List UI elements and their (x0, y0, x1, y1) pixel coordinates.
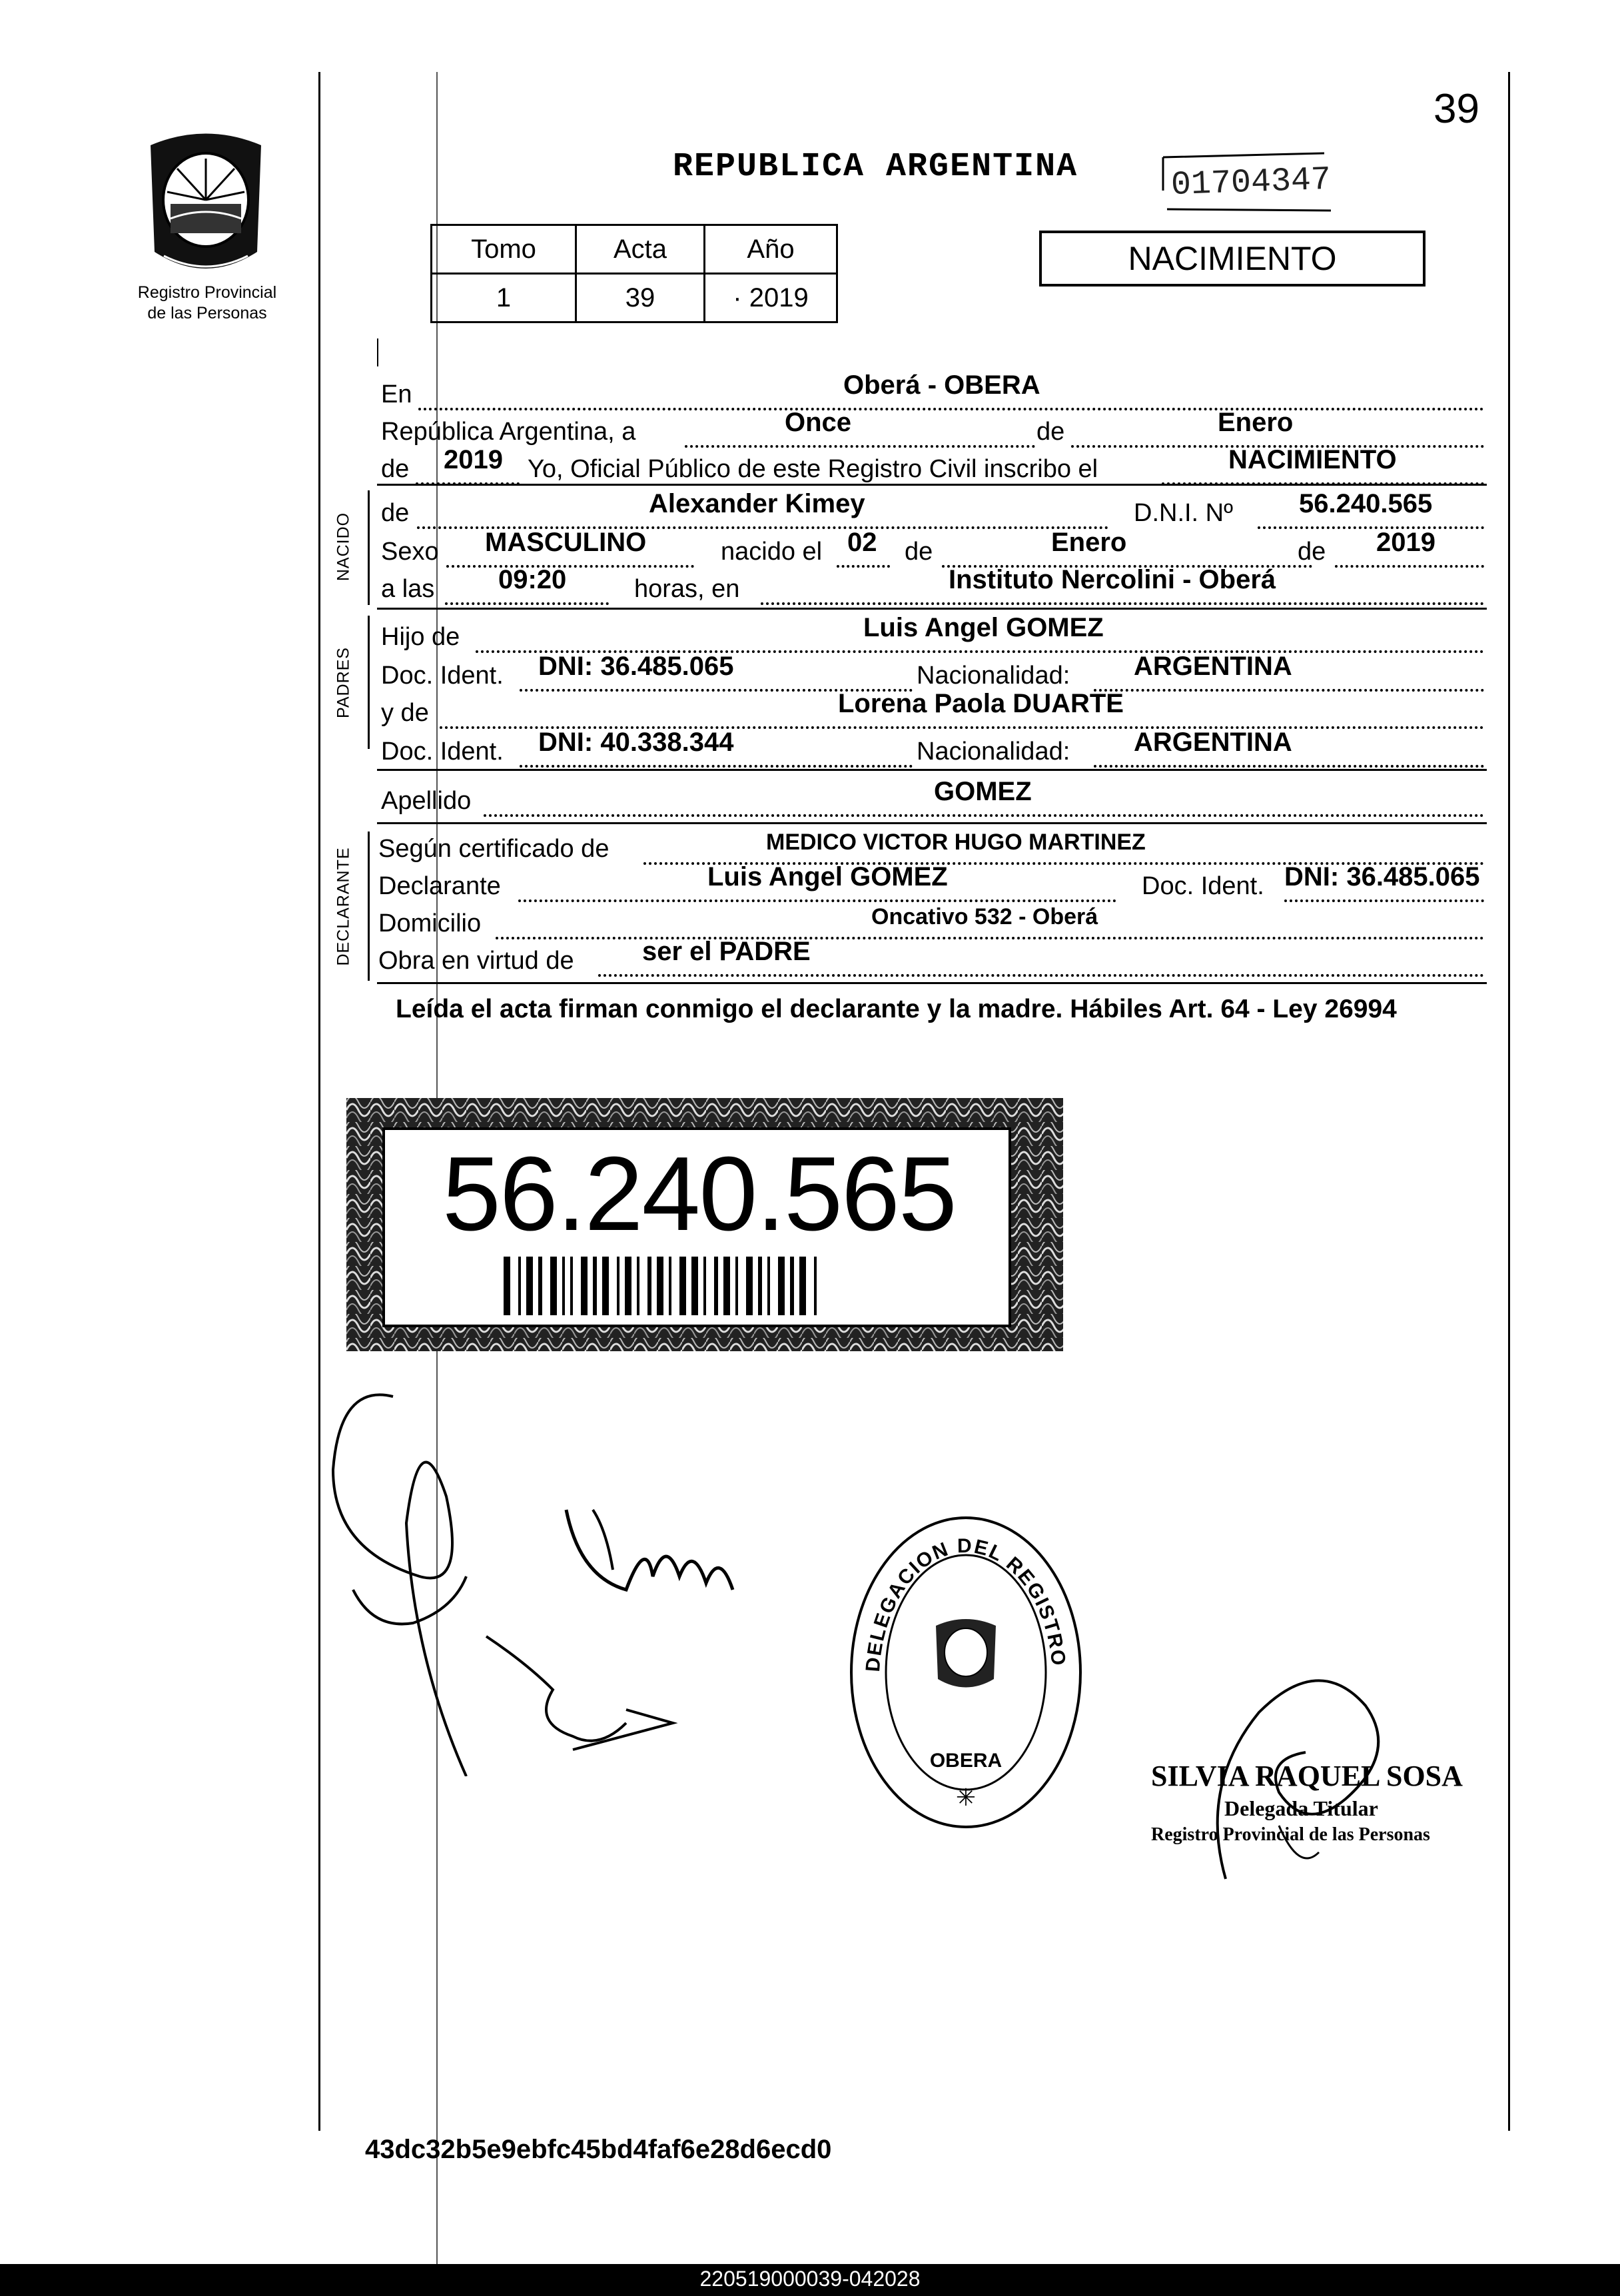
label-hijo-de: Hijo de (381, 623, 460, 651)
right-margin-line (1508, 72, 1510, 2131)
header-tomo: Tomo (432, 225, 576, 274)
section-divider (377, 822, 1487, 824)
label-de: de (381, 499, 410, 527)
barcode-bar (691, 1257, 698, 1315)
barcode-bar (799, 1257, 806, 1315)
section-divider (377, 608, 1487, 610)
value-birth-day: 02 (847, 528, 877, 557)
row-domicilio (378, 904, 1487, 939)
row-hora-lugar (378, 565, 1487, 605)
barcode-bar (593, 1257, 597, 1315)
value-sexo: MASCULINO (485, 528, 647, 557)
row-mother-doc (378, 728, 1487, 768)
label-nacionalidad: Nacionalidad: (917, 738, 1070, 766)
footer-code: 220519000039-042028 (699, 2267, 921, 2291)
row-sexo (378, 528, 1487, 568)
barcode-bar (526, 1257, 533, 1315)
value-mother-nationality: ARGENTINA (1134, 728, 1292, 757)
section-bracket-nacido (368, 490, 370, 605)
label-horas-en: horas, en (634, 575, 740, 603)
row-hijo-de (378, 613, 1487, 653)
record-table-value-row (432, 274, 837, 322)
value-child-dni: 56.240.565 (1299, 489, 1433, 518)
dotted-line (1284, 873, 1484, 902)
label-de2: de (381, 455, 410, 483)
barcode-bar (617, 1257, 619, 1315)
barcode-bar (518, 1257, 521, 1315)
barcode-bar (735, 1257, 738, 1315)
label-declarante: Declarante (378, 872, 501, 900)
barcode-bar (758, 1257, 762, 1315)
sticker-dni-number: 56.240.565 (442, 1135, 956, 1253)
section-divider (377, 484, 1487, 486)
row-republica (378, 408, 1487, 448)
barcode-bar (714, 1257, 718, 1315)
row-father-doc (378, 652, 1487, 692)
section-label-padres: PADRES (334, 647, 353, 718)
barcode-bar (637, 1257, 639, 1315)
signatory-role: Delegada Titular (1224, 1796, 1378, 1820)
value-year: 2019 (444, 445, 503, 474)
seal-star-icon: ✳ (955, 1784, 977, 1811)
barcode-bar (669, 1257, 671, 1315)
section-tick (377, 338, 378, 366)
value-city: Oberá - OBERA (843, 370, 1040, 400)
dotted-line (685, 418, 1035, 448)
row-obra (378, 937, 1487, 977)
label-domicilio: Domicilio (378, 909, 482, 937)
barcode-bar (538, 1257, 542, 1315)
barcode-bar (790, 1257, 794, 1315)
handwritten-signature-left (313, 1377, 833, 1776)
barcode-bar (625, 1257, 631, 1315)
label-apellido: Apellido (381, 787, 472, 815)
label-registry-phrase: Yo, Oficial Público de este Registro Civil inscribo el (528, 455, 1098, 483)
document-title: REPUBLICA ARGENTINA (673, 148, 1078, 186)
barcode-bar (814, 1257, 817, 1315)
label-doc-ident: Doc. Ident. (1142, 872, 1264, 900)
seal-outer-text: DELEGACION DEL REGISTRO (862, 1534, 1070, 1673)
label-dni: D.N.I. Nº (1134, 499, 1233, 527)
row-apellido (378, 777, 1487, 817)
signatory-name: SILVIA RAQUEL SOSA (1151, 1760, 1463, 1792)
left-margin-line (318, 72, 320, 2131)
registry-label-line2: de las Personas (147, 304, 267, 322)
value-birth-year: 2019 (1376, 528, 1435, 557)
barcode-bar (746, 1257, 753, 1315)
value-obra: ser el PADRE (642, 937, 811, 966)
label-doc-ident: Doc. Ident. (381, 738, 504, 766)
value-child-name: Alexander Kimey (649, 489, 865, 518)
value-mother-name: Lorena Paola DUARTE (838, 689, 1124, 718)
row-inscribo (378, 445, 1487, 485)
page-number: 39 (1433, 86, 1479, 132)
label-de: de (905, 538, 933, 566)
barcode-bar (602, 1257, 609, 1315)
label-obra-en-virtud: Obra en virtud de (378, 947, 574, 975)
signatory-org: Registro Provincial de las Personas (1151, 1824, 1430, 1845)
row-en (378, 370, 1487, 410)
label-segun-certificado: Según certificado de (378, 835, 609, 863)
barcode-bar (723, 1257, 730, 1315)
document-hash: 43dc32b5e9ebfc45bd4faf6e28d6ecd0 (365, 2135, 832, 2164)
label-a-las: a las (381, 575, 435, 603)
label-de: de (1036, 418, 1065, 446)
section-bracket-padres (368, 616, 370, 749)
value-father-doc: DNI: 36.485.065 (538, 652, 734, 681)
record-table-header-row (432, 225, 837, 274)
row-nacido-name (378, 489, 1487, 529)
row-y-de (378, 689, 1487, 729)
record-table (430, 224, 838, 323)
registry-label-line1: Registro Provincial (137, 283, 277, 302)
barcode-bar (647, 1257, 651, 1315)
section-label-nacido: NACIDO (334, 512, 353, 582)
label-sexo: Sexo (381, 538, 439, 566)
label-y-de: y de (381, 699, 429, 727)
value-father-nationality: ARGENTINA (1134, 652, 1292, 681)
section-divider (377, 982, 1487, 984)
serial-number: 01704347 (1170, 161, 1332, 205)
barcode-bar (562, 1257, 565, 1315)
barcode-bar (550, 1257, 557, 1315)
section-label-declarante: DECLARANTE (334, 847, 353, 966)
row-certificado (378, 830, 1487, 865)
section-bracket-declarante (368, 832, 370, 981)
header-ano: Año (705, 225, 837, 274)
barcode-bar (679, 1257, 686, 1315)
label-doc-ident: Doc. Ident. (381, 662, 504, 690)
value-birth-month: Enero (1051, 528, 1127, 557)
seal-city: OBERA (929, 1750, 1003, 1772)
section-divider (377, 769, 1487, 771)
value-declarant-name: Luis Angel GOMEZ (707, 862, 948, 891)
barcode-bar (767, 1257, 770, 1315)
barcode-bar (703, 1257, 706, 1315)
value-ano: · 2019 (705, 274, 837, 322)
label-republica: República Argentina, a (381, 418, 636, 446)
label-de: de (1298, 538, 1326, 566)
barcode-bar (570, 1257, 573, 1315)
value-apellido: GOMEZ (934, 777, 1032, 806)
label-en: En (381, 380, 412, 408)
closing-note: Leída el acta firman conmigo el declarante y la madre. Hábiles Art. 64 - Ley 26994 (396, 995, 1397, 1023)
value-declarant-doc: DNI: 36.485.065 (1284, 862, 1480, 891)
label-nacido-el: nacido el (721, 538, 823, 566)
value-birth-place: Instituto Nercolini - Oberá (949, 565, 1276, 594)
official-seal (846, 1512, 1086, 1832)
row-declarante (378, 862, 1487, 902)
value-day-word: Once (785, 408, 852, 437)
label-nacionalidad: Nacionalidad: (917, 662, 1070, 690)
province-coat-of-arms-logo (137, 125, 274, 279)
record-type-box: NACIMIENTO (1039, 231, 1425, 287)
header-acta: Acta (576, 225, 705, 274)
value-mother-doc: DNI: 40.338.344 (538, 728, 734, 757)
registry-label (112, 283, 302, 324)
value-address: Oncativo 532 - Oberá (871, 904, 1098, 929)
value-certificate: MEDICO VICTOR HUGO MARTINEZ (766, 830, 1146, 855)
value-tomo: 1 (432, 274, 576, 322)
barcode-bar (778, 1257, 785, 1315)
barcode-bar (504, 1257, 510, 1315)
value-birth-time: 09:20 (498, 565, 567, 594)
barcode-bar (581, 1257, 588, 1315)
value-event: NACIMIENTO (1228, 445, 1397, 474)
value-month: Enero (1218, 408, 1294, 437)
value-acta: 39 (576, 274, 705, 322)
value-father-name: Luis Angel GOMEZ (863, 613, 1104, 642)
barcode-bar (657, 1257, 663, 1315)
